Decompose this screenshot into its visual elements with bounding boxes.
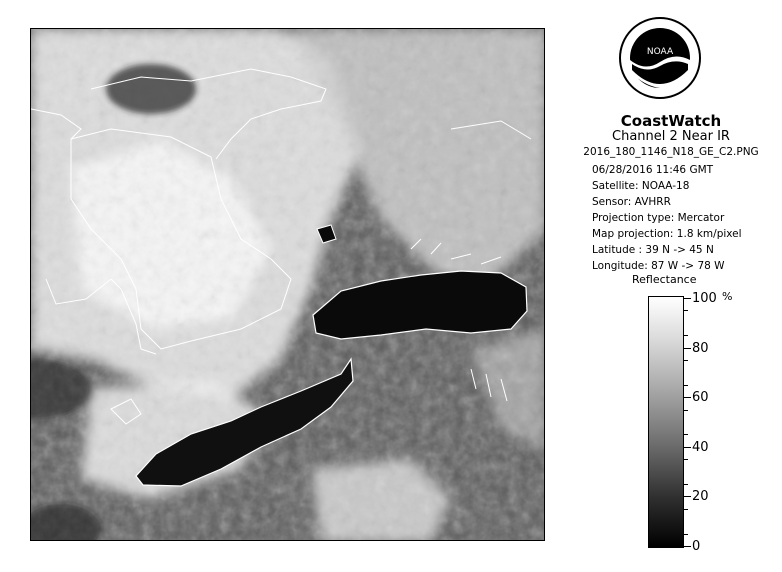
- satellite-image-svg: [31, 29, 545, 541]
- colorbar-tick-label: 60: [692, 390, 709, 406]
- colorbar-minor-tick: [684, 410, 688, 411]
- projection-type: Projection type: Mercator: [592, 212, 725, 224]
- channel-name: Channel 2 Near IR: [612, 129, 730, 144]
- colorbar-tick-label: 20: [692, 489, 709, 505]
- colorbar-tick: [684, 447, 691, 448]
- colorbar-tick: [684, 348, 691, 349]
- colorbar-minor-tick: [684, 335, 688, 336]
- colorbar-minor-tick: [684, 534, 688, 535]
- colorbar-tick-label: 0: [692, 539, 701, 554]
- colorbar-minor-tick: [684, 459, 688, 460]
- logo-text: NOAA: [646, 47, 674, 57]
- colorbar-tick-label: 100: [692, 291, 717, 306]
- file-name: 2016_180_1146_N18_GE_C2.PNG: [583, 146, 759, 158]
- colorbar-minor-tick: [684, 509, 688, 510]
- colorbar-tick-label: 80: [692, 340, 709, 356]
- latitude-range: Latitude : 39 N -> 45 N: [592, 244, 714, 256]
- satellite-info: Satellite: NOAA-18: [592, 180, 690, 192]
- colorbar-tick: [684, 496, 691, 497]
- colorbar-minor-tick: [684, 360, 688, 361]
- colorbar-minor-tick: [684, 434, 688, 435]
- colorbar-title: Reflectance: [632, 273, 697, 286]
- colorbar-tick: [684, 546, 691, 547]
- longitude-range: Longitude: 87 W -> 78 W: [592, 260, 725, 272]
- product-title: CoastWatch: [620, 112, 722, 130]
- colorbar-tick: [684, 397, 691, 398]
- colorbar-minor-tick: [684, 484, 688, 485]
- noaa-logo: [618, 16, 702, 100]
- colorbar-unit: %: [722, 290, 733, 303]
- colorbar-tick-label: 40: [692, 439, 709, 455]
- colorbar-minor-tick: [684, 385, 688, 386]
- acquisition-datetime: 06/28/2016 11:46 GMT: [592, 164, 714, 176]
- colorbar-tick: [684, 298, 691, 299]
- map-projection: Map projection: 1.8 km/pixel: [592, 228, 742, 240]
- colorbar-minor-tick: [684, 310, 688, 311]
- colorbar: [648, 296, 684, 548]
- satellite-image: [30, 28, 545, 541]
- sensor-info: Sensor: AVHRR: [592, 196, 671, 208]
